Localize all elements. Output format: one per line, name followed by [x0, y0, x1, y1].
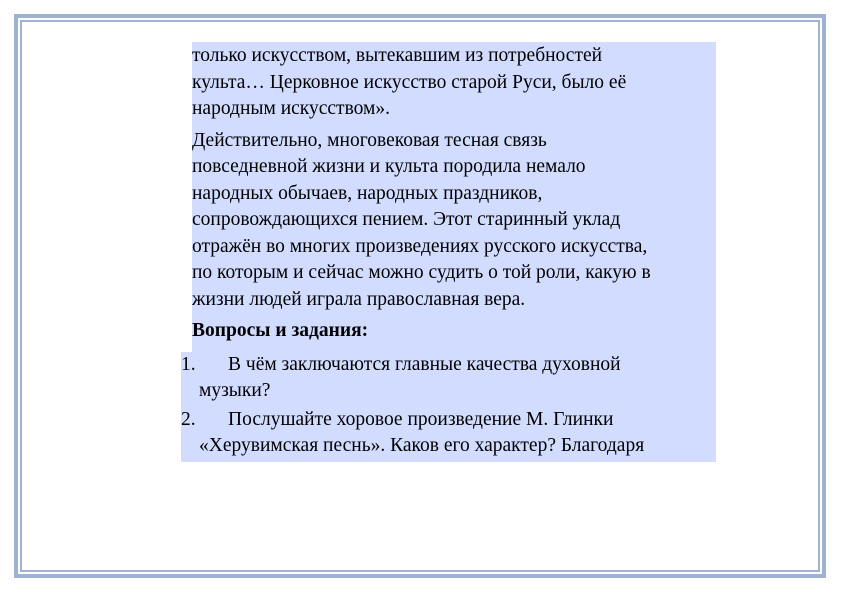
paragraph-2: [192, 128, 716, 319]
question-line: В чём заключаются главные качества духовной: [228, 353, 621, 375]
question-number: 2.: [181, 408, 196, 430]
paragraph-2-line: сопровождающихся пением. Этот старинный уклад: [192, 209, 621, 230]
questions-heading: Вопросы и задания:: [192, 318, 716, 352]
question-line: Послушайте хоровое произведение М. Глинки: [228, 408, 614, 430]
paragraph-1-line: народным искусством».: [192, 98, 390, 119]
paragraph-1-line: культа… Церковное искусство старой Руси, было её: [192, 71, 627, 93]
question-item: [181, 352, 716, 407]
paragraph-1: [192, 42, 716, 128]
paragraph-2-line: по которым и сейчас можно судить о той роли, какую в: [192, 262, 651, 283]
question-line: музыки?: [199, 380, 271, 401]
paragraph-2-line: Действительно, многовековая тесная связь: [192, 129, 547, 151]
paragraph-2-line: жизни людей играла православная вера.: [192, 288, 526, 310]
question-line: «Херувимская песнь». Каков его характер? Благодаря: [199, 435, 645, 456]
paragraph-1-line: только искусством, вытекавшим из потребностей: [192, 45, 603, 66]
question-number: 1.: [181, 353, 196, 375]
paragraph-2-line: отражён во многих произведениях русского искусства,: [192, 235, 648, 257]
question-item: [181, 407, 716, 462]
text-block: [181, 42, 716, 462]
paragraph-2-line: народных обычаев, народных праздников,: [192, 182, 543, 204]
paragraph-2-line: повседневной жизни и культа породила немало: [192, 156, 586, 177]
